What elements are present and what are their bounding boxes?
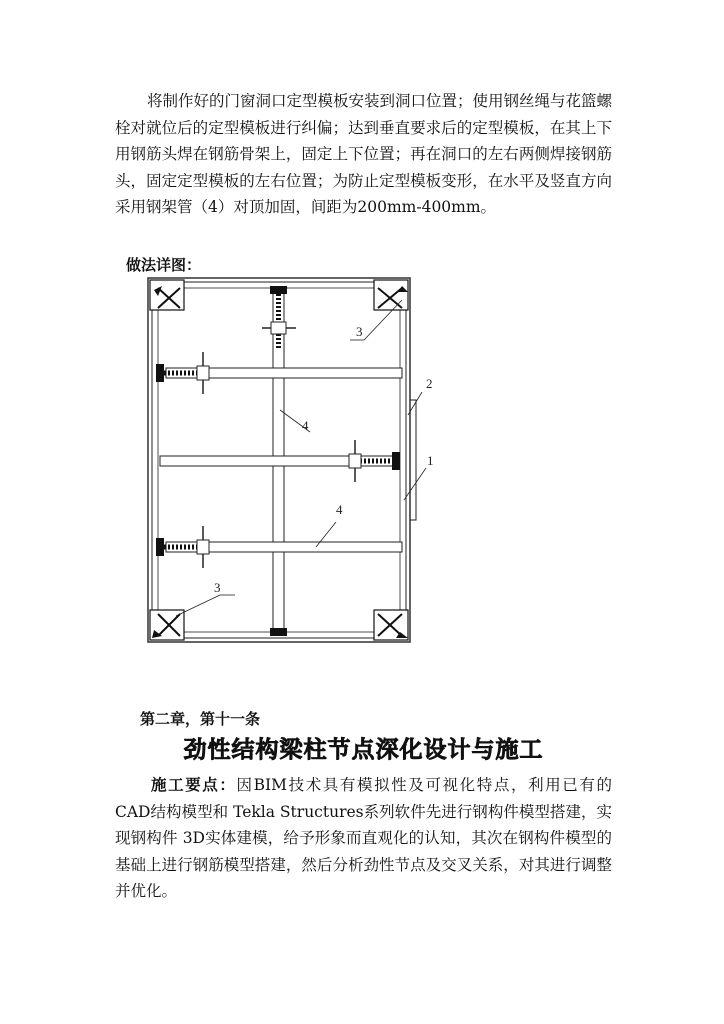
construction-points-text: 因BIM技术具有模拟性及可视化特点，利用已有的 CAD结构模型和 Tekla Structures系列软件先进行钢构件模型搭建，实现钢构件 3D实体建模，给予形象而直观化的认知，其次在钢构件模型的基础上进行钢筋模型搭建，然后分析劲性节点及交叉关系，对其进行调整并优化。: [115, 776, 612, 900]
label-3-bottom: 3: [214, 580, 221, 595]
corner-brace-bottom-right: [374, 610, 408, 640]
construction-points-paragraph: [115, 772, 612, 905]
label-3-top: 3: [356, 324, 363, 339]
detail-drawing-label: 做法详图：: [126, 256, 202, 274]
corner-brace-top-left: [150, 280, 184, 310]
intro-paragraph: 将制作好的门窗洞口定型模板安装到洞口位置；使用钢丝绳与花篮螺栓对就位后的定型模板进行纠偏；达到垂直要求后的定型模板，在其上下用钢筋头焊在钢筋骨架上，固定上下位置；再在洞口的左右两侧焊接钢筋头，固定定型模板的左右位置；为防止定型模板变形，在水平及竖直方向采用钢架管（4）对顶加固，间距为200mm-400mm。: [115, 92, 613, 216]
construction-points-lead: 施工要点：: [151, 776, 237, 794]
label-1: 1: [427, 453, 434, 468]
label-4-vertical: 4: [302, 418, 309, 433]
chapter-title: 劲性结构梁柱节点深化设计与施工: [183, 737, 544, 763]
formwork-detail-drawing: [140, 270, 434, 655]
corner-brace-top-right: [374, 280, 408, 310]
chapter-heading: 第二章，第十一条: [140, 710, 261, 728]
label-4-horizontal: 4: [336, 502, 343, 517]
label-2: 2: [426, 376, 433, 391]
